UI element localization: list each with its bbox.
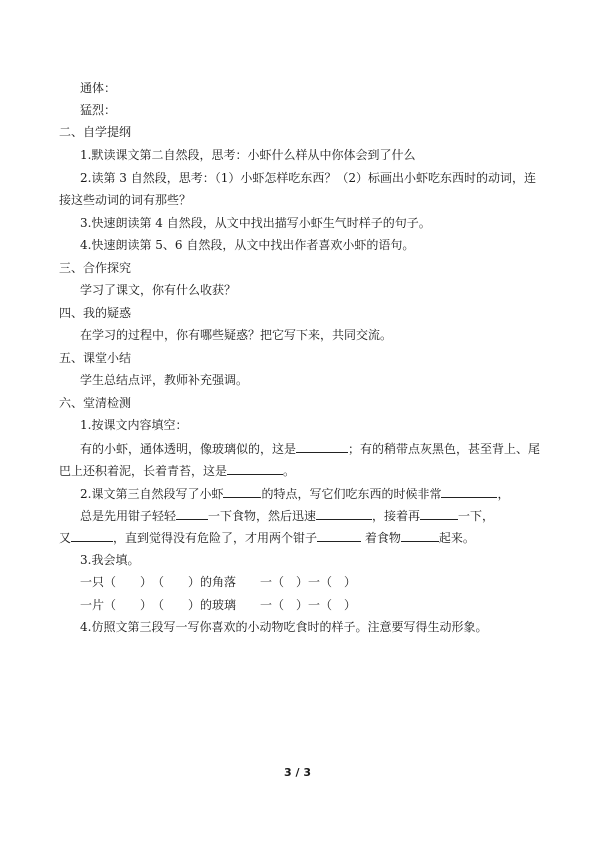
text-segment: ，直到觉得没有危险了，才用两个钳子 <box>113 531 318 545</box>
section-heading-test: 六、堂清检测 <box>59 396 132 410</box>
question-2-line-1 <box>80 485 509 502</box>
summary-text: 学生总结点评，教师补充强调。 <box>80 373 249 387</box>
question-3-row-2: 一片（ ） （ ）的玻璃 一（ ）一（ ） <box>80 598 357 612</box>
text-segment: 。 <box>283 464 296 478</box>
self-study-item-2-line-1: 2.读第 3 自然段，思考：（1）小虾怎样吃东西？（2）标画出小虾吃东西时的动词，连 <box>80 171 536 185</box>
doubts-text: 在学习的过程中，你有哪些疑惑？把它写下来，共同交流。 <box>80 328 393 342</box>
fill-blank[interactable] <box>316 507 372 520</box>
question-4: 4.仿照文第三段写一写你喜欢的小动物吃食时的样子。注意要写得生动形象。 <box>80 620 488 634</box>
question-1-line-2 <box>59 462 295 479</box>
question-3-row-1: 一只（ ） （ ）的角落 一（ ）一（ ） <box>80 575 357 589</box>
page-number: 3 / 3 <box>284 766 311 779</box>
fill-blank[interactable] <box>227 462 283 475</box>
question-1-title: 1.按课文内容填空： <box>80 418 188 432</box>
fill-blank[interactable] <box>296 440 348 453</box>
fill-blank[interactable] <box>420 507 458 520</box>
fill-blank[interactable] <box>401 529 439 542</box>
question-2-line-3 <box>59 529 475 546</box>
question-3-title: 3.我会填。 <box>80 553 140 567</box>
text-segment: 有的小虾，通体透明，像玻璃似的，这是 <box>80 442 297 456</box>
text-segment: 一下食物，然后迅速 <box>208 509 317 523</box>
question-1-line-1 <box>80 440 540 457</box>
self-study-item-2-line-2: 接这些动词的词有那些？ <box>59 193 192 207</box>
text-segment: 的特点，写它们吃东西的时候非常 <box>261 487 442 501</box>
fill-blank[interactable] <box>223 485 261 498</box>
fill-blank[interactable] <box>317 529 361 542</box>
fill-blank[interactable] <box>441 485 497 498</box>
section-heading-cooperation: 三、合作探究 <box>59 261 132 275</box>
text-segment: 一下， <box>458 509 495 523</box>
self-study-item-1: 1.默读课文第二自然段，思考：小虾什么样从中你体会到了什么 <box>80 148 416 162</box>
vocab-menglie: 猛烈： <box>80 103 117 117</box>
self-study-item-4: 4.快速朗读第 5、6 自然段，从文中找出作者喜欢小虾的语句。 <box>80 238 415 252</box>
question-2-line-2 <box>80 507 494 524</box>
text-segment: 总是先用钳子轻轻 <box>80 509 177 523</box>
text-segment: 又 <box>59 531 72 545</box>
text-segment: 起来。 <box>438 531 475 545</box>
vocab-tongti: 通体： <box>80 81 117 95</box>
text-segment: 着食物 <box>361 531 401 545</box>
text-segment: ；有的稍带点灰黑色，甚至背上、尾 <box>348 442 541 456</box>
text-segment: 2.课文第三自然段写了小虾 <box>80 487 224 501</box>
section-heading-self-study: 二、自学提纲 <box>59 125 132 139</box>
text-segment: ， <box>497 487 510 501</box>
fill-blank[interactable] <box>176 507 208 520</box>
section-heading-doubts: 四、我的疑惑 <box>59 306 132 320</box>
section-heading-summary: 五、课堂小结 <box>59 351 132 365</box>
text-segment: 巴上还积着泥，长着青苔，这是 <box>59 464 228 478</box>
text-segment: ，接着再 <box>372 509 421 523</box>
fill-blank[interactable] <box>71 529 113 542</box>
self-study-item-3: 3.快速朗读第 4 自然段，从文中找出描写小虾生气时样子的句子。 <box>80 216 431 230</box>
cooperation-text: 学习了课文，你有什么收获？ <box>80 283 237 297</box>
